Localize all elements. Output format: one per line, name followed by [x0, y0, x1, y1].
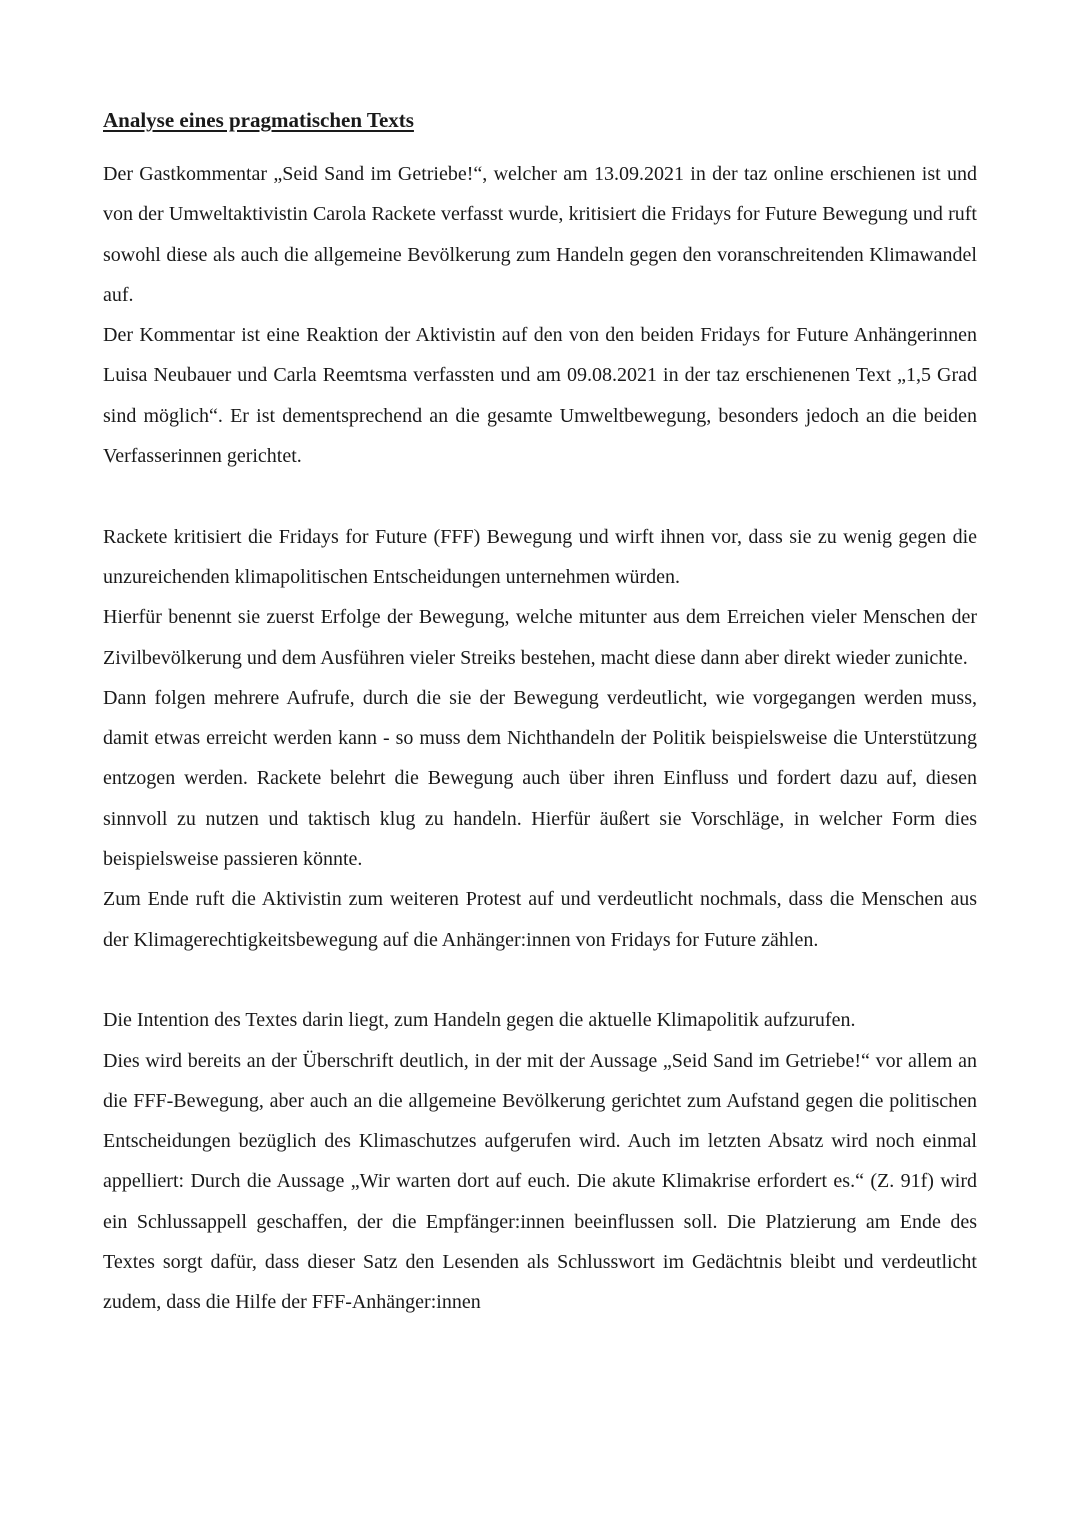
document-title: Analyse eines pragmatischen Texts: [103, 108, 414, 132]
paragraph-intention: Die Intention des Textes darin liegt, zum Handeln gegen die aktuelle Klimapolitik aufzurufen.: [103, 1009, 856, 1032]
paragraph-ending: Zum Ende ruft die Aktivistin zum weiteren Protest auf und verdeutlicht nochmals, dass die Menschen aus der Klimagerechtigkeitsbewegung auf die Anhänger:innen von Fridays for Future zählen.: [103, 888, 977, 951]
paragraph-context: Der Kommentar ist eine Reaktion der Aktivistin auf den von den beiden Fridays for Future Anhängerinnen Luisa Neubauer und Carla Reemtsma verfassten und am 09.08.2021 in der taz erschienenen Text „1,5 Grad sind möglich“. Er ist dementsprechend an die gesamte Umweltbewegung, besonders jedoch an die beiden Verfasserinnen gerichtet.: [103, 324, 977, 468]
paragraph-intro: Der Gastkommentar „Seid Sand im Getriebe!“, welcher am 13.09.2021 in der taz online erschienen ist und von der Umweltaktivistin Carola Rackete verfasst wurde, kritisiert die Fridays for Future Bewegung und ruft sowohl diese als auch die allgemeine Bevölkerung zum Handeln gegen den voranschreitenden Klimawandel auf.: [103, 163, 977, 306]
paragraph-headline-analysis: Dies wird bereits an der Überschrift deutlich, in der mit der Aussage „Seid Sand im Getriebe!“ vor allem an die FFF-Bewegung, aber auch an die allgemeine Bevölkerung gerichtet zum Aufstand gegen die politischen Entscheidungen bezüglich des Klimaschutzes aufgerufen wird. Auch im letzten Absatz wird noch einmal appelliert: Durch die Aussage „Wir warten dort auf euch. Die akute Klimakrise erfordert es.“ (Z. 91f) wird ein Schlussappell geschaffen, der die Empfänger:innen beeinflussen soll. Die Platzierung am Ende des Textes sorgt dafür, dass dieser Satz den Lesenden als Schlusswort im Gedächtnis bleibt und verdeutlicht zudem, dass die Hilfe der FFF-Anhänger:innen: [103, 1049, 977, 1314]
paragraph-spacer: [103, 960, 977, 1000]
paragraph-criticism: Rackete kritisiert die Fridays for Future (FFF) Bewegung und wirft ihnen vor, dass sie zu wenig gegen die unzureichenden klimapolitischen Entscheidungen unternehmen würden.: [103, 525, 977, 588]
paragraph-appeals: Dann folgen mehrere Aufrufe, durch die sie der Bewegung verdeutlicht, wie vorgegangen werden muss, damit etwas erreicht werden kann - so muss dem Nichthandeln der Politik beispielsweise die Unterstützung entzogen werden. Rackete belehrt die Bewegung auch über ihren Einfluss und fordert dazu auf, diesen sinnvoll zu nutzen und taktisch klug zu handeln. Hierfür äußert sie Vorschläge, in welcher Form dies beispielsweise passieren könnte.: [103, 686, 977, 871]
paragraph-spacer: [103, 476, 977, 516]
paragraph-successes: Hierfür benennt sie zuerst Erfolge der Bewegung, welche mitunter aus dem Erreichen vieler Menschen der Zivilbevölkerung und dem Ausführen vieler Streiks bestehen, macht diese dann aber direkt wieder zunichte.: [103, 606, 977, 669]
document-page: [103, 100, 977, 1323]
